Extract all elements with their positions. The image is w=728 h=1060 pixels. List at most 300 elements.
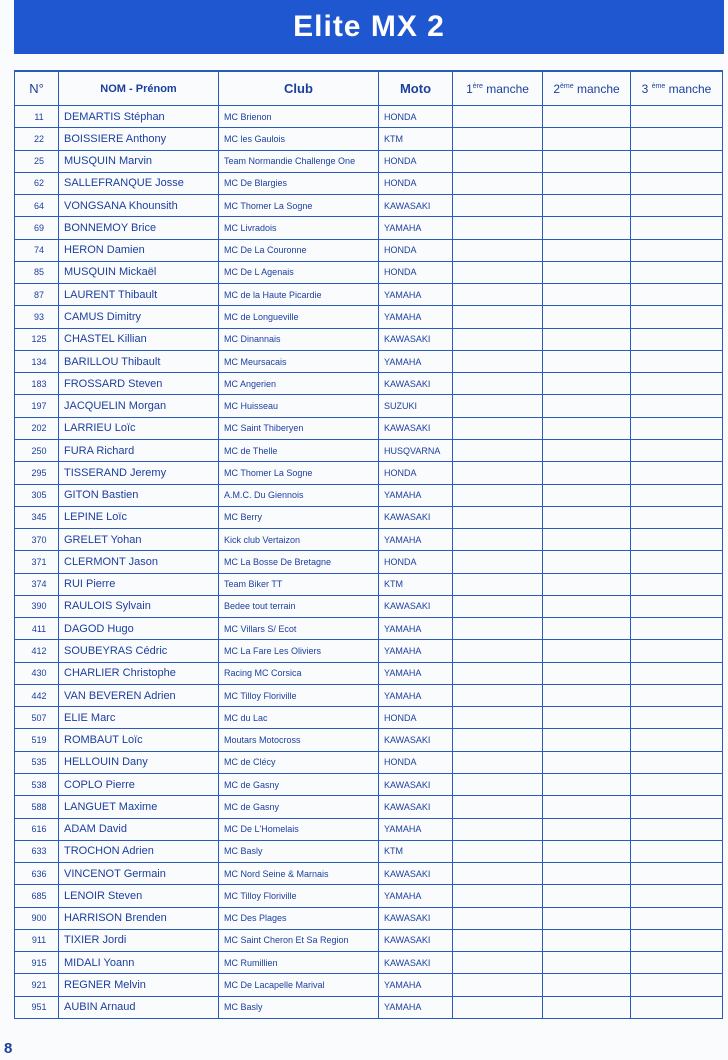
cell-race-1 bbox=[453, 796, 543, 818]
cell-club: Kick club Vertaizon bbox=[219, 529, 379, 551]
cell-name: VAN BEVEREN Adrien bbox=[59, 684, 219, 706]
cell-race-2 bbox=[543, 796, 631, 818]
cell-race-2 bbox=[543, 373, 631, 395]
cell-race-2 bbox=[543, 907, 631, 929]
cell-moto: HONDA bbox=[379, 707, 453, 729]
table-row bbox=[15, 818, 723, 840]
cell-club: Racing MC Corsica bbox=[219, 662, 379, 684]
cell-number: 915 bbox=[15, 952, 59, 974]
cell-race-1 bbox=[453, 417, 543, 439]
cell-race-2 bbox=[543, 350, 631, 372]
cell-race-1 bbox=[453, 373, 543, 395]
cell-moto: KAWASAKI bbox=[379, 952, 453, 974]
cell-number: 685 bbox=[15, 885, 59, 907]
cell-race-1 bbox=[453, 106, 543, 128]
cell-race-1 bbox=[453, 751, 543, 773]
cell-name: RUI Pierre bbox=[59, 573, 219, 595]
cell-name: DEMARTIS Stéphan bbox=[59, 106, 219, 128]
table-row bbox=[15, 439, 723, 461]
cell-club: MC de Gasny bbox=[219, 773, 379, 795]
cell-race-3 bbox=[631, 840, 723, 862]
cell-club: MC Thomer La Sogne bbox=[219, 195, 379, 217]
cell-moto: YAMAHA bbox=[379, 974, 453, 996]
cell-name: SOUBEYRAS Cédric bbox=[59, 640, 219, 662]
table-row bbox=[15, 239, 723, 261]
cell-race-3 bbox=[631, 863, 723, 885]
table-row bbox=[15, 284, 723, 306]
table-row bbox=[15, 684, 723, 706]
cell-name: HERON Damien bbox=[59, 239, 219, 261]
cell-moto: HUSQVARNA bbox=[379, 439, 453, 461]
cell-race-3 bbox=[631, 217, 723, 239]
cell-moto: KAWASAKI bbox=[379, 863, 453, 885]
cell-race-2 bbox=[543, 996, 631, 1018]
cell-name: RAULOIS Sylvain bbox=[59, 595, 219, 617]
cell-moto: KAWASAKI bbox=[379, 929, 453, 951]
cell-moto: HONDA bbox=[379, 261, 453, 283]
cell-race-3 bbox=[631, 106, 723, 128]
cell-name: HARRISON Brenden bbox=[59, 907, 219, 929]
column-header-race-3: 3 $^{ème}$ manche bbox=[631, 71, 723, 106]
table-row bbox=[15, 261, 723, 283]
cell-moto: YAMAHA bbox=[379, 684, 453, 706]
column-header-race-2: 2ème manche bbox=[543, 71, 631, 106]
cell-number: 371 bbox=[15, 551, 59, 573]
column-header-name: NOM - Prénom bbox=[59, 71, 219, 106]
cell-number: 69 bbox=[15, 217, 59, 239]
cell-race-3 bbox=[631, 662, 723, 684]
cell-club: MC Des Plages bbox=[219, 907, 379, 929]
table-row bbox=[15, 907, 723, 929]
cell-club: MC de Thelle bbox=[219, 439, 379, 461]
cell-race-2 bbox=[543, 818, 631, 840]
cell-number: 390 bbox=[15, 595, 59, 617]
cell-number: 374 bbox=[15, 573, 59, 595]
cell-race-2 bbox=[543, 618, 631, 640]
cell-race-2 bbox=[543, 840, 631, 862]
table-row bbox=[15, 106, 723, 128]
column-header-club: Club bbox=[219, 71, 379, 106]
cell-number: 507 bbox=[15, 707, 59, 729]
cell-club: A.M.C. Du Giennois bbox=[219, 484, 379, 506]
cell-name: ROMBAUT Loïc bbox=[59, 729, 219, 751]
cell-race-3 bbox=[631, 974, 723, 996]
title-banner bbox=[14, 0, 724, 54]
cell-race-2 bbox=[543, 261, 631, 283]
cell-race-1 bbox=[453, 395, 543, 417]
cell-race-3 bbox=[631, 195, 723, 217]
cell-moto: YAMAHA bbox=[379, 217, 453, 239]
cell-club: MC De Blargies bbox=[219, 172, 379, 194]
cell-race-1 bbox=[453, 306, 543, 328]
cell-club: Bedee tout terrain bbox=[219, 595, 379, 617]
cell-club: Moutars Motocross bbox=[219, 729, 379, 751]
cell-number: 134 bbox=[15, 350, 59, 372]
table-row bbox=[15, 640, 723, 662]
cell-club: MC Angerien bbox=[219, 373, 379, 395]
cell-moto: KAWASAKI bbox=[379, 796, 453, 818]
cell-race-2 bbox=[543, 395, 631, 417]
cell-number: 202 bbox=[15, 417, 59, 439]
cell-number: 87 bbox=[15, 284, 59, 306]
cell-club: MC Saint Thiberyen bbox=[219, 417, 379, 439]
cell-club: MC les Gaulois bbox=[219, 128, 379, 150]
cell-number: 442 bbox=[15, 684, 59, 706]
cell-moto: YAMAHA bbox=[379, 284, 453, 306]
table-row bbox=[15, 128, 723, 150]
table-row bbox=[15, 618, 723, 640]
table-row bbox=[15, 707, 723, 729]
table-row bbox=[15, 462, 723, 484]
cell-moto: YAMAHA bbox=[379, 996, 453, 1018]
cell-race-1 bbox=[453, 974, 543, 996]
cell-race-2 bbox=[543, 729, 631, 751]
cell-club: MC Brienon bbox=[219, 106, 379, 128]
cell-moto: YAMAHA bbox=[379, 640, 453, 662]
cell-moto: HONDA bbox=[379, 551, 453, 573]
cell-club: MC La Fare Les Oliviers bbox=[219, 640, 379, 662]
cell-number: 74 bbox=[15, 239, 59, 261]
cell-race-2 bbox=[543, 684, 631, 706]
cell-club: MC de la Haute Picardie bbox=[219, 284, 379, 306]
table-row bbox=[15, 573, 723, 595]
cell-race-2 bbox=[543, 306, 631, 328]
cell-club: Team Normandie Challenge One bbox=[219, 150, 379, 172]
cell-race-3 bbox=[631, 640, 723, 662]
cell-name: BOISSIERE Anthony bbox=[59, 128, 219, 150]
cell-race-1 bbox=[453, 195, 543, 217]
cell-race-1 bbox=[453, 640, 543, 662]
cell-race-1 bbox=[453, 929, 543, 951]
cell-number: 636 bbox=[15, 863, 59, 885]
cell-club: MC Huisseau bbox=[219, 395, 379, 417]
cell-number: 125 bbox=[15, 328, 59, 350]
cell-name: MUSQUIN Mickaël bbox=[59, 261, 219, 283]
cell-number: 295 bbox=[15, 462, 59, 484]
cell-race-3 bbox=[631, 417, 723, 439]
cell-club: MC De La Couronne bbox=[219, 239, 379, 261]
cell-race-3 bbox=[631, 150, 723, 172]
cell-number: 370 bbox=[15, 529, 59, 551]
cell-race-1 bbox=[453, 239, 543, 261]
cell-race-3 bbox=[631, 996, 723, 1018]
cell-moto: KAWASAKI bbox=[379, 195, 453, 217]
cell-club: MC Meursacais bbox=[219, 350, 379, 372]
cell-race-3 bbox=[631, 306, 723, 328]
cell-race-3 bbox=[631, 573, 723, 595]
cell-race-3 bbox=[631, 618, 723, 640]
cell-moto: KAWASAKI bbox=[379, 907, 453, 929]
cell-race-2 bbox=[543, 529, 631, 551]
table-row bbox=[15, 373, 723, 395]
cell-race-3 bbox=[631, 952, 723, 974]
cell-race-2 bbox=[543, 707, 631, 729]
cell-number: 62 bbox=[15, 172, 59, 194]
cell-club: MC Villars S/ Ecot bbox=[219, 618, 379, 640]
cell-name: CHASTEL Killian bbox=[59, 328, 219, 350]
cell-race-1 bbox=[453, 996, 543, 1018]
cell-race-2 bbox=[543, 573, 631, 595]
cell-moto: YAMAHA bbox=[379, 818, 453, 840]
cell-club: MC De L Agenais bbox=[219, 261, 379, 283]
cell-race-1 bbox=[453, 840, 543, 862]
cell-race-2 bbox=[543, 172, 631, 194]
cell-name: LAURENT Thibault bbox=[59, 284, 219, 306]
cell-race-1 bbox=[453, 907, 543, 929]
cell-race-3 bbox=[631, 707, 723, 729]
cell-race-2 bbox=[543, 952, 631, 974]
table-row bbox=[15, 551, 723, 573]
cell-moto: KTM bbox=[379, 128, 453, 150]
cell-race-1 bbox=[453, 439, 543, 461]
cell-race-3 bbox=[631, 818, 723, 840]
cell-moto: KAWASAKI bbox=[379, 328, 453, 350]
cell-number: 616 bbox=[15, 818, 59, 840]
cell-name: LEPINE Loïc bbox=[59, 506, 219, 528]
cell-moto: SUZUKI bbox=[379, 395, 453, 417]
table-body bbox=[15, 106, 723, 1019]
cell-name: SALLEFRANQUE Josse bbox=[59, 172, 219, 194]
cell-race-3 bbox=[631, 462, 723, 484]
cell-race-1 bbox=[453, 261, 543, 283]
cell-race-1 bbox=[453, 284, 543, 306]
cell-moto: KAWASAKI bbox=[379, 417, 453, 439]
cell-race-2 bbox=[543, 417, 631, 439]
table-row bbox=[15, 395, 723, 417]
cell-race-2 bbox=[543, 595, 631, 617]
cell-moto: YAMAHA bbox=[379, 306, 453, 328]
cell-name: VONGSANA Khounsith bbox=[59, 195, 219, 217]
cell-name: CLERMONT Jason bbox=[59, 551, 219, 573]
cell-race-3 bbox=[631, 350, 723, 372]
cell-name: MIDALI Yoann bbox=[59, 952, 219, 974]
table-row bbox=[15, 328, 723, 350]
cell-club: MC La Bosse De Bretagne bbox=[219, 551, 379, 573]
table-row bbox=[15, 729, 723, 751]
cell-race-2 bbox=[543, 551, 631, 573]
cell-race-3 bbox=[631, 328, 723, 350]
cell-name: DAGOD Hugo bbox=[59, 618, 219, 640]
cell-name: COPLO Pierre bbox=[59, 773, 219, 795]
cell-race-3 bbox=[631, 929, 723, 951]
cell-number: 22 bbox=[15, 128, 59, 150]
table-row bbox=[15, 929, 723, 951]
page-number: 8 bbox=[4, 1040, 13, 1057]
cell-name: LENOIR Steven bbox=[59, 885, 219, 907]
cell-race-2 bbox=[543, 239, 631, 261]
cell-moto: HONDA bbox=[379, 239, 453, 261]
cell-number: 951 bbox=[15, 996, 59, 1018]
cell-race-3 bbox=[631, 239, 723, 261]
cell-number: 588 bbox=[15, 796, 59, 818]
cell-race-1 bbox=[453, 350, 543, 372]
cell-race-2 bbox=[543, 974, 631, 996]
cell-race-1 bbox=[453, 707, 543, 729]
cell-race-1 bbox=[453, 484, 543, 506]
cell-number: 412 bbox=[15, 640, 59, 662]
cell-club: Team Biker TT bbox=[219, 573, 379, 595]
cell-race-1 bbox=[453, 328, 543, 350]
cell-race-1 bbox=[453, 529, 543, 551]
cell-race-1 bbox=[453, 818, 543, 840]
cell-race-2 bbox=[543, 284, 631, 306]
cell-race-3 bbox=[631, 684, 723, 706]
column-header-race-1: 1ère manche bbox=[453, 71, 543, 106]
cell-club: MC de Gasny bbox=[219, 796, 379, 818]
cell-race-1 bbox=[453, 150, 543, 172]
cell-name: ELIE Marc bbox=[59, 707, 219, 729]
cell-number: 430 bbox=[15, 662, 59, 684]
cell-race-2 bbox=[543, 773, 631, 795]
cell-race-3 bbox=[631, 529, 723, 551]
cell-moto: YAMAHA bbox=[379, 484, 453, 506]
cell-name: FURA Richard bbox=[59, 439, 219, 461]
cell-race-1 bbox=[453, 952, 543, 974]
cell-number: 25 bbox=[15, 150, 59, 172]
table-row bbox=[15, 195, 723, 217]
cell-club: MC Basly bbox=[219, 996, 379, 1018]
cell-moto: KAWASAKI bbox=[379, 773, 453, 795]
cell-moto: YAMAHA bbox=[379, 350, 453, 372]
cell-race-3 bbox=[631, 172, 723, 194]
cell-number: 538 bbox=[15, 773, 59, 795]
column-header-moto: Moto bbox=[379, 71, 453, 106]
cell-moto: KAWASAKI bbox=[379, 729, 453, 751]
cell-number: 900 bbox=[15, 907, 59, 929]
table-row bbox=[15, 796, 723, 818]
cell-race-2 bbox=[543, 484, 631, 506]
cell-race-3 bbox=[631, 551, 723, 573]
cell-race-1 bbox=[453, 595, 543, 617]
cell-race-2 bbox=[543, 462, 631, 484]
cell-race-1 bbox=[453, 462, 543, 484]
cell-race-1 bbox=[453, 217, 543, 239]
cell-race-1 bbox=[453, 618, 543, 640]
cell-moto: KAWASAKI bbox=[379, 373, 453, 395]
cell-club: MC Basly bbox=[219, 840, 379, 862]
cell-moto: HONDA bbox=[379, 106, 453, 128]
cell-race-1 bbox=[453, 506, 543, 528]
cell-race-1 bbox=[453, 573, 543, 595]
table-row bbox=[15, 506, 723, 528]
table-row bbox=[15, 484, 723, 506]
cell-race-2 bbox=[543, 662, 631, 684]
table-row bbox=[15, 595, 723, 617]
table-row bbox=[15, 840, 723, 862]
cell-name: CAMUS Dimitry bbox=[59, 306, 219, 328]
cell-race-2 bbox=[543, 506, 631, 528]
cell-number: 411 bbox=[15, 618, 59, 640]
cell-club: MC De Lacapelle Marival bbox=[219, 974, 379, 996]
cell-club: MC De L'Homelais bbox=[219, 818, 379, 840]
cell-number: 183 bbox=[15, 373, 59, 395]
cell-race-1 bbox=[453, 863, 543, 885]
cell-moto: YAMAHA bbox=[379, 885, 453, 907]
cell-moto: KTM bbox=[379, 573, 453, 595]
cell-race-3 bbox=[631, 773, 723, 795]
cell-race-2 bbox=[543, 106, 631, 128]
cell-moto: KAWASAKI bbox=[379, 595, 453, 617]
cell-race-2 bbox=[543, 150, 631, 172]
cell-number: 93 bbox=[15, 306, 59, 328]
cell-race-1 bbox=[453, 684, 543, 706]
cell-name: REGNER Melvin bbox=[59, 974, 219, 996]
cell-race-2 bbox=[543, 929, 631, 951]
cell-name: HELLOUIN Dany bbox=[59, 751, 219, 773]
cell-race-2 bbox=[543, 751, 631, 773]
table-row bbox=[15, 417, 723, 439]
cell-race-3 bbox=[631, 484, 723, 506]
table-row bbox=[15, 306, 723, 328]
cell-race-1 bbox=[453, 729, 543, 751]
table-row bbox=[15, 996, 723, 1018]
cell-race-1 bbox=[453, 662, 543, 684]
cell-club: MC Nord Seine & Marnais bbox=[219, 863, 379, 885]
cell-club: MC du Lac bbox=[219, 707, 379, 729]
cell-name: TISSERAND Jeremy bbox=[59, 462, 219, 484]
cell-moto: KTM bbox=[379, 840, 453, 862]
cell-race-1 bbox=[453, 551, 543, 573]
cell-number: 535 bbox=[15, 751, 59, 773]
cell-number: 305 bbox=[15, 484, 59, 506]
cell-race-1 bbox=[453, 172, 543, 194]
table-row bbox=[15, 952, 723, 974]
cell-race-3 bbox=[631, 729, 723, 751]
cell-club: MC de Clécy bbox=[219, 751, 379, 773]
cell-moto: HONDA bbox=[379, 172, 453, 194]
cell-moto: YAMAHA bbox=[379, 662, 453, 684]
cell-name: LANGUET Maxime bbox=[59, 796, 219, 818]
cell-race-3 bbox=[631, 595, 723, 617]
cell-club: MC Dinannais bbox=[219, 328, 379, 350]
table-row bbox=[15, 885, 723, 907]
cell-race-2 bbox=[543, 863, 631, 885]
table-row bbox=[15, 217, 723, 239]
cell-race-2 bbox=[543, 640, 631, 662]
cell-name: GRELET Yohan bbox=[59, 529, 219, 551]
cell-number: 633 bbox=[15, 840, 59, 862]
entry-table bbox=[14, 70, 723, 1019]
cell-moto: YAMAHA bbox=[379, 529, 453, 551]
cell-race-2 bbox=[543, 439, 631, 461]
cell-number: 64 bbox=[15, 195, 59, 217]
cell-name: TROCHON Adrien bbox=[59, 840, 219, 862]
cell-race-3 bbox=[631, 885, 723, 907]
cell-race-3 bbox=[631, 506, 723, 528]
cell-number: 250 bbox=[15, 439, 59, 461]
table-row bbox=[15, 150, 723, 172]
cell-race-2 bbox=[543, 885, 631, 907]
cell-race-3 bbox=[631, 128, 723, 150]
cell-race-3 bbox=[631, 395, 723, 417]
cell-club: MC Tilloy Floriville bbox=[219, 885, 379, 907]
cell-name: MUSQUIN Marvin bbox=[59, 150, 219, 172]
cell-number: 911 bbox=[15, 929, 59, 951]
cell-race-3 bbox=[631, 907, 723, 929]
table-row bbox=[15, 529, 723, 551]
table-row bbox=[15, 751, 723, 773]
cell-race-3 bbox=[631, 796, 723, 818]
cell-race-2 bbox=[543, 195, 631, 217]
cell-race-3 bbox=[631, 439, 723, 461]
cell-name: BONNEMOY Brice bbox=[59, 217, 219, 239]
cell-number: 519 bbox=[15, 729, 59, 751]
cell-race-1 bbox=[453, 128, 543, 150]
cell-moto: KAWASAKI bbox=[379, 506, 453, 528]
cell-race-3 bbox=[631, 261, 723, 283]
cell-race-1 bbox=[453, 773, 543, 795]
cell-name: BARILLOU Thibault bbox=[59, 350, 219, 372]
